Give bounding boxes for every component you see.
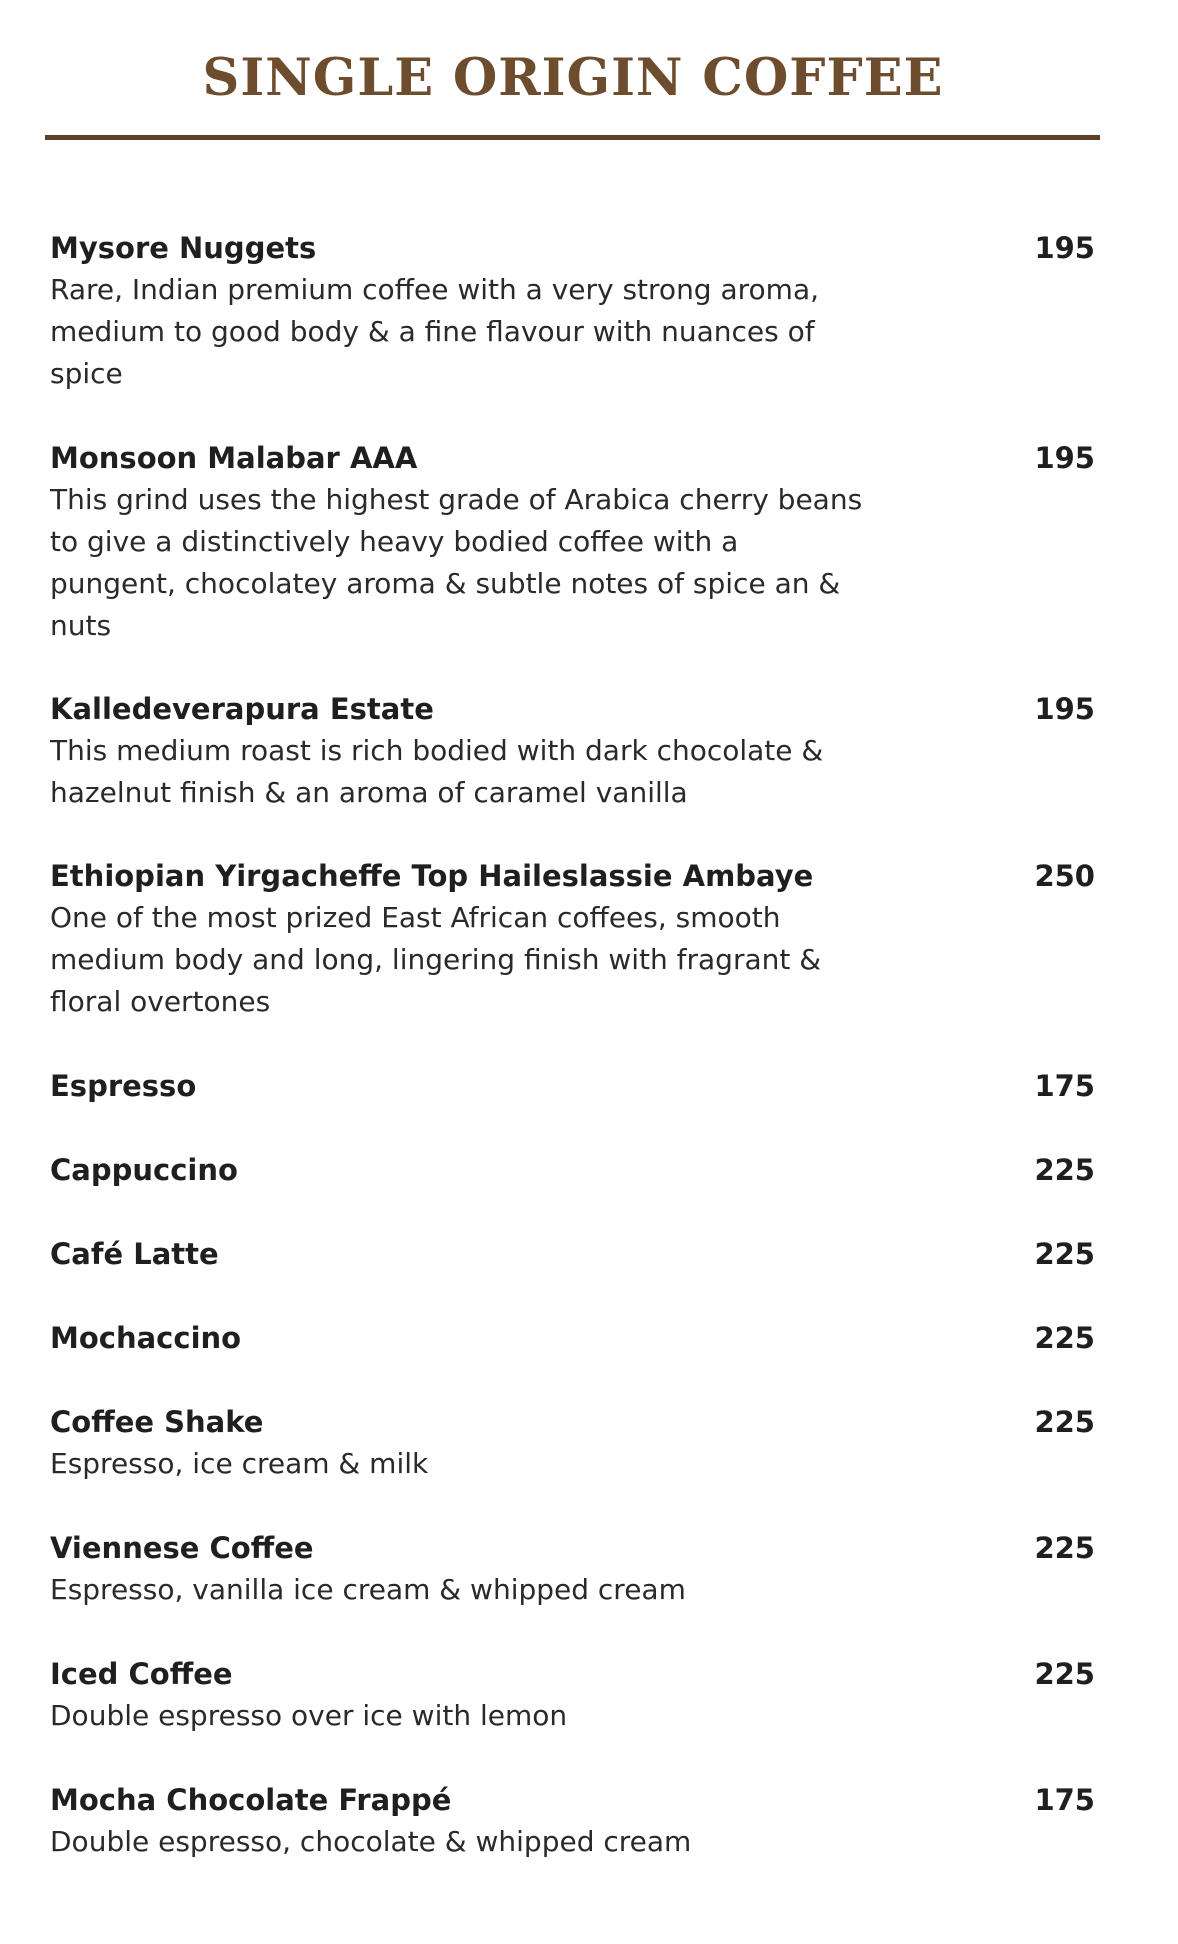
item-description: Espresso, ice cream & milk bbox=[50, 1447, 429, 1480]
menu-item bbox=[50, 855, 1095, 1023]
item-price: 250 bbox=[1034, 859, 1095, 893]
item-name: Mysore Nuggets bbox=[50, 231, 317, 265]
item-description: Espresso, vanilla ice cream & whipped cream bbox=[50, 1573, 686, 1606]
item-price: 175 bbox=[1034, 1069, 1095, 1103]
item-price: 225 bbox=[1034, 1153, 1095, 1187]
item-description: Double espresso over ice with lemon bbox=[50, 1699, 568, 1732]
item-price: 195 bbox=[1034, 692, 1095, 726]
item-price: 225 bbox=[1034, 1531, 1095, 1565]
menu-item bbox=[50, 1233, 1095, 1275]
item-name: Mocha Chocolate Frappé bbox=[50, 1783, 452, 1817]
menu-title: SINGLE ORIGIN COFFEE bbox=[202, 48, 944, 108]
menu-item bbox=[50, 1779, 1095, 1863]
item-price: 225 bbox=[1034, 1657, 1095, 1691]
item-price: 175 bbox=[1034, 1783, 1095, 1817]
item-name: Mochaccino bbox=[50, 1321, 242, 1355]
menu-item bbox=[50, 688, 1095, 814]
menu-item bbox=[50, 1149, 1095, 1191]
menu-item bbox=[50, 1653, 1095, 1737]
item-price: 225 bbox=[1034, 1237, 1095, 1271]
item-price: 195 bbox=[1034, 231, 1095, 265]
item-name: Espresso bbox=[50, 1069, 197, 1103]
item-price: 225 bbox=[1034, 1405, 1095, 1439]
menu-item bbox=[50, 1065, 1095, 1107]
item-name: Café Latte bbox=[50, 1237, 219, 1271]
menu-item bbox=[50, 437, 1095, 647]
item-name: Viennese Coffee bbox=[50, 1531, 314, 1565]
menu-item bbox=[50, 1527, 1095, 1611]
menu-item bbox=[50, 227, 1095, 395]
item-description: This grind uses the highest grade of Arabica cherry beans to give a distinctively heavy bodied coffee with a pungent, chocolatey aroma & subtle notes of spice an & nuts bbox=[50, 483, 863, 642]
item-name: Ethiopian Yirgacheffe Top Haileslassie Ambaye bbox=[50, 859, 814, 893]
item-name: Kalledeverapura Estate bbox=[50, 692, 434, 726]
menu-item bbox=[50, 1401, 1095, 1485]
item-price: 195 bbox=[1034, 441, 1095, 475]
item-description: Rare, Indian premium coffee with a very strong aroma, medium to good body & a fine flavour with nuances of spice bbox=[50, 273, 820, 390]
item-name: Coffee Shake bbox=[50, 1405, 264, 1439]
item-description: One of the most prized East African coffees, smooth medium body and long, lingering finish with fragrant & floral overtones bbox=[50, 901, 822, 1018]
title-divider bbox=[45, 135, 1100, 140]
item-description: Double espresso, chocolate & whipped cream bbox=[50, 1825, 692, 1858]
item-name: Monsoon Malabar AAA bbox=[50, 441, 418, 475]
item-description: This medium roast is rich bodied with dark chocolate & hazelnut finish & an aroma of caramel vanilla bbox=[50, 734, 824, 809]
item-price: 225 bbox=[1034, 1321, 1095, 1355]
menu-item bbox=[50, 1317, 1095, 1359]
item-name: Cappuccino bbox=[50, 1153, 238, 1187]
item-name: Iced Coffee bbox=[50, 1657, 233, 1691]
